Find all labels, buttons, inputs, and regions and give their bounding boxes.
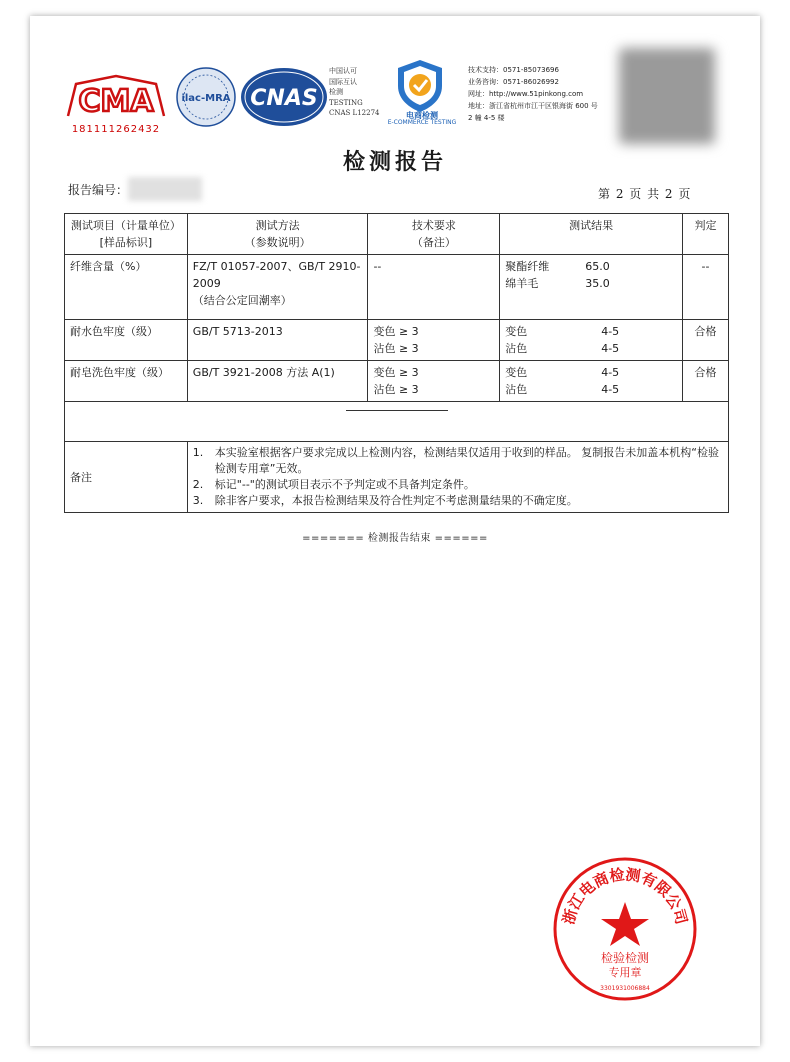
address-value-2: 2 幢 4-5 楼 [468, 114, 505, 122]
stamp-label-1: 检验检测 [600, 951, 650, 965]
notes-label: 备注 [65, 442, 188, 513]
qr-code-blurred [619, 48, 715, 144]
results-table [64, 213, 729, 513]
notes-row [65, 442, 729, 513]
support-phone: 0571-85073696 [503, 66, 559, 74]
address-label: 地址： [468, 102, 489, 110]
row-requirement: -- [368, 255, 500, 320]
stamp-code: 3301931006884 [600, 985, 650, 992]
notes-content: 1. 本实验室根据客户要求完成以上检测内容，检测结果仅适用于收到的样品。 复制报告未加盖本机构“检验检测专用章”无效。 2. 标记"--"的测试项目表示不予判定或不具备判定条件。 3. 除非客户要求，本报告检测结果及符合性判定不考虑测量结果的不确定度。 [187, 442, 728, 513]
cert-line: CNAS L12274 [329, 109, 380, 117]
table-row [65, 361, 729, 402]
row-judgement: -- [683, 255, 729, 320]
star-icon [601, 902, 649, 946]
row-item: 耐皂洗色牢度（级） [65, 361, 188, 402]
table-blank-row [65, 402, 729, 442]
cert-text-block [329, 66, 389, 119]
website-url: http://www.51pinkong.com [489, 90, 584, 98]
cert-line: TESTING [329, 98, 363, 107]
cma-logo-text: CMA [78, 84, 154, 119]
business-phone: 0571-86026992 [503, 78, 559, 86]
support-label: 技术支持： [468, 66, 503, 74]
cnas-logo [240, 66, 328, 128]
table-header-row [65, 214, 729, 255]
stamp-label-2: 专用章 [608, 966, 642, 979]
page-title: 检测报告 [342, 149, 447, 175]
header-method: 测试方法 （参数说明） [187, 214, 368, 255]
cert-line: 中国认可 [329, 67, 357, 75]
note-text: 本实验室根据客户要求完成以上检测内容，检测结果仅适用于收到的样品。 复制报告未加盖本机构“检验检测专用章”无效。 [214, 446, 719, 475]
row-judgement: 合格 [683, 320, 729, 361]
note-text: 除非客户要求，本报告检测结果及符合性判定不考虑测量结果的不确定度。 [214, 494, 578, 507]
row-requirement: 变色 ≥ 3 沾色 ≥ 3 [368, 320, 500, 361]
contact-block [468, 64, 628, 124]
ilac-text: ilac-MRA [181, 93, 231, 104]
header-result: 测试结果 [500, 214, 683, 255]
row-result: 变色 4-5 沾色 4-5 [500, 320, 683, 361]
address-value: 浙江省杭州市江干区银海街 600 号 [489, 102, 598, 110]
cma-logo [66, 66, 166, 122]
row-requirement: 变色 ≥ 3 沾色 ≥ 3 [368, 361, 500, 402]
official-stamp [550, 854, 700, 1004]
business-label: 业务咨询： [468, 78, 503, 86]
row-method: GB/T 3921-2008 方法 A(1) [187, 361, 368, 402]
ecommerce-label-en: E-COMMERCE TESTING [387, 119, 457, 126]
row-method: GB/T 5713-2013 [187, 320, 368, 361]
ecommerce-label-cn: 电商检测 [406, 111, 438, 120]
header-item: 测试项目（计量单位） [样品标识] [65, 214, 188, 255]
ecommerce-shield-icon [390, 56, 450, 116]
cert-line: 检测 [329, 88, 343, 96]
cma-number: 181111262432 [71, 124, 161, 135]
cert-line: 国际互认 [329, 77, 357, 86]
note-text: 标记"--"的测试项目表示不予判定或不具备判定条件。 [214, 478, 475, 491]
stamp-org-name: 浙江电商检测有限公司 [559, 865, 691, 927]
report-number-label: 报告编号： [68, 183, 129, 197]
row-result: 聚酯纤维 65.0 绵羊毛 35.0 [500, 255, 683, 320]
page-info: 第 2 页 共 2 页 [598, 187, 692, 201]
table-row [65, 320, 729, 361]
report-page [30, 16, 760, 1046]
ilac-mra-logo [175, 66, 237, 128]
row-item: 耐水色牢度（级） [65, 320, 188, 361]
cnas-text: CNAS [250, 86, 318, 111]
table-row [65, 255, 729, 320]
report-end-marker: ======= 检测报告结束 ====== [302, 533, 488, 544]
report-number-blurred [128, 177, 202, 201]
row-result: 变色 4-5 沾色 4-5 [500, 361, 683, 402]
header-judgement: 判定 [683, 214, 729, 255]
row-item: 纤维含量（%） [65, 255, 188, 320]
website-label: 网址： [468, 90, 489, 98]
header-requirement: 技术要求 （备注） [368, 214, 500, 255]
row-method: FZ/T 01057-2007、GB/T 2910-2009 （结合公定回潮率） [187, 255, 368, 320]
separator-line [346, 410, 448, 411]
row-judgement: 合格 [683, 361, 729, 402]
